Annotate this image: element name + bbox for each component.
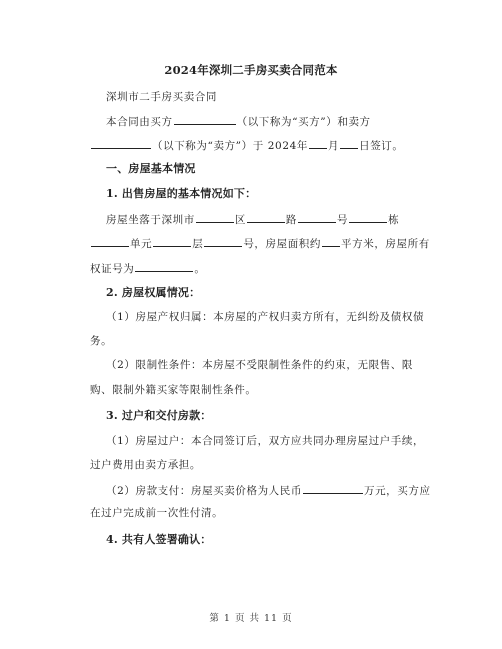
paragraph-location-3 — [90, 260, 206, 276]
paragraph-transfer-1-cont: 过户费用由卖方承担。 — [90, 459, 201, 471]
text: （以下称为“卖方”）于 2024年 — [152, 140, 308, 152]
section-heading-1: 一、房屋基本情况 — [106, 162, 196, 175]
area-blank — [322, 235, 340, 247]
text: （2）房款支付：房屋买卖价格为人民币 — [106, 485, 302, 497]
buyer-name-blank — [174, 113, 236, 125]
paragraph-transfer-1: （1）房屋过户：本合同签订后，双方应共同办理房屋过户手续， — [106, 435, 425, 447]
paragraph-location-1 — [106, 211, 399, 227]
contract-subtitle: 深圳市二手房买卖合同 — [106, 91, 217, 103]
month-blank — [309, 137, 327, 149]
paragraph-ownership-1: （1）房屋产权归属：本房屋的产权归卖方所有，无纠纷及债权债 — [106, 311, 425, 323]
text: 号，房屋面积约 — [243, 238, 322, 250]
subsection-heading-3: 3. 过户和交付房款： — [106, 409, 212, 422]
text: 。 — [194, 263, 206, 275]
text: 单元 — [130, 238, 153, 250]
text: 万元，买方应 — [363, 485, 431, 497]
page-number-footer: 第 1 页 共 11 页 — [209, 613, 293, 624]
unit-blank — [91, 235, 129, 247]
text: 本合同由买方 — [106, 116, 173, 128]
road-blank — [247, 211, 285, 223]
paragraph-transfer-2-cont: 在过户完成前一次性付清。 — [90, 507, 224, 519]
text: （以下称为“买方”）和卖方 — [236, 116, 371, 128]
text: 房屋坐落于深圳市 — [106, 214, 195, 226]
text: 区 — [234, 214, 246, 226]
number-blank — [298, 211, 336, 223]
text: 日签订。 — [359, 140, 404, 152]
text: 栋 — [388, 214, 400, 226]
district-blank — [196, 211, 234, 223]
document-title: 2024年深圳二手房买卖合同范本 — [164, 63, 338, 77]
room-blank — [204, 235, 242, 247]
text: 月 — [328, 140, 340, 152]
paragraph-location-2 — [90, 235, 430, 251]
subsection-heading-2: 2. 房屋权属情况： — [106, 286, 201, 299]
subsection-heading-1: 1. 出售房屋的基本情况如下： — [106, 187, 257, 200]
subsection-heading-4: 4. 共有人签署确认： — [106, 533, 212, 546]
certificate-blank — [135, 260, 193, 272]
building-blank — [349, 211, 387, 223]
day-blank — [340, 137, 358, 149]
text: 号 — [337, 214, 349, 226]
floor-blank — [153, 235, 191, 247]
paragraph-parties-1 — [106, 113, 371, 129]
text: 平方米，房屋所有 — [341, 238, 430, 250]
text: 权证号为 — [90, 263, 135, 275]
seller-name-blank — [91, 137, 151, 149]
text: 层 — [192, 238, 204, 250]
paragraph-ownership-2: （2）限制性条件：本房屋不受限制性条件的约束，无限售、限 — [106, 359, 413, 371]
paragraph-parties-2 — [90, 137, 404, 153]
text: 路 — [285, 214, 298, 226]
paragraph-ownership-2-cont: 购、限制外籍买家等限制性条件。 — [90, 384, 257, 396]
paragraph-ownership-1-cont: 务。 — [90, 335, 113, 347]
price-blank — [303, 482, 363, 494]
paragraph-transfer-2 — [106, 482, 431, 498]
